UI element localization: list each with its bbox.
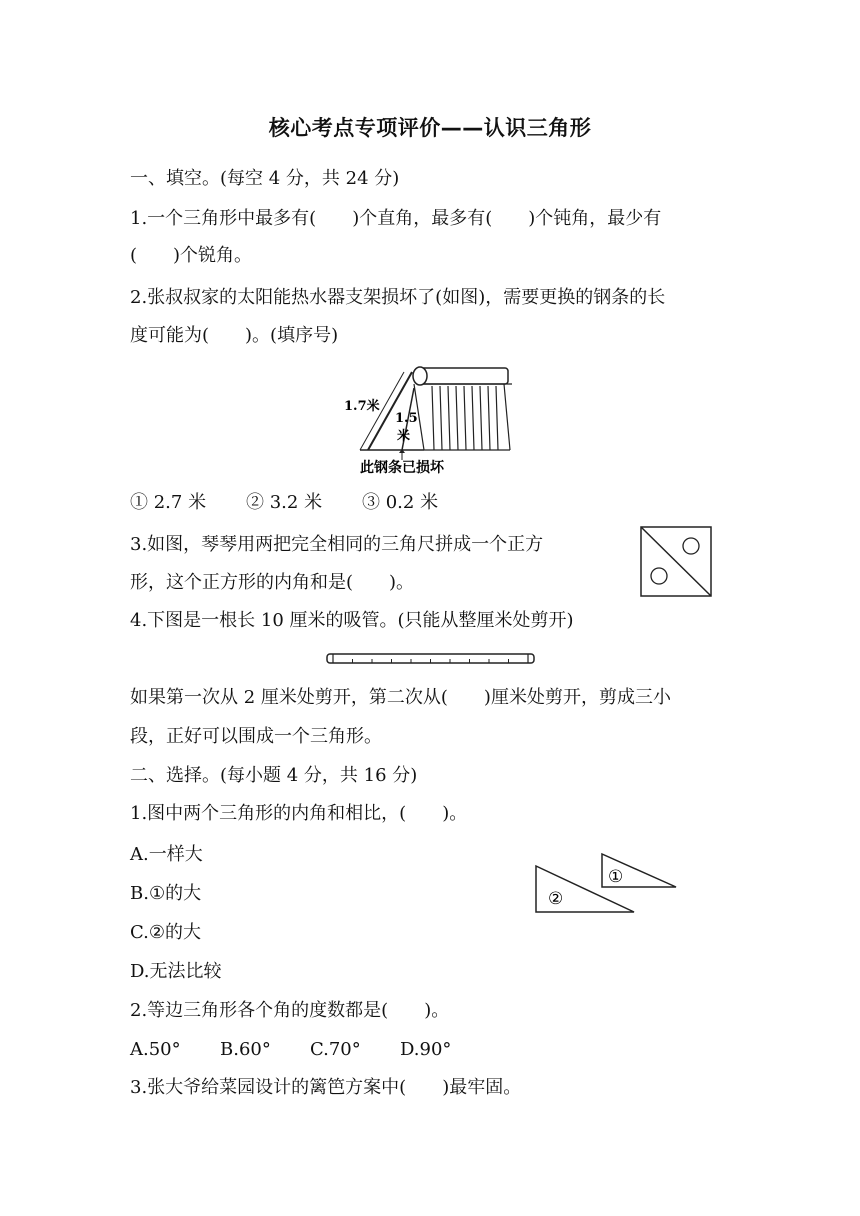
figure-caption: 此钢条已损坏 [360,460,444,476]
triangle-1-label: ① [608,867,624,887]
solar-heater-figure [340,358,520,478]
page-title: 核心考点专项评价——认识三角形 [268,116,592,140]
option-1: ① 2.7 米 [130,492,207,513]
s1-q2-options [130,491,438,515]
s1-q4-line2: 如果第一次从 2 厘米处剪开，第二次从( )厘米处剪开，剪成三小 [130,687,671,708]
s1-q4-line3: 段，正好可以围成一个三角形。 [130,726,382,747]
s2-q2-options [130,1038,451,1062]
label-1-5: 1.5 [395,411,418,426]
s1-q1-line1: 1.一个三角形中最多有( )个直角，最多有( )个钝角，最少有 [130,208,662,229]
s1-q1-line2: ( )个锐角。 [130,245,253,266]
straw-figure [325,651,537,667]
tank-end [413,367,427,385]
s2-q1-option-a: A.一样大 [130,844,203,865]
s1-q3-line2: 形，这个正方形的内角和是( )。 [130,572,415,593]
s1-q3-line1: 3.如图，琴琴用两把完全相同的三角尺拼成一个正方 [130,534,544,555]
water-tank [418,368,508,384]
option-3: ③ 0.2 米 [362,492,439,513]
s2-q1-option-b: B.①的大 [130,883,202,904]
label-1-7m: 1.7米 [344,399,380,414]
s1-q2-line2: 度可能为( )。(填序号) [130,325,339,346]
s2-q1-stem: 1.图中两个三角形的内角和相比，( )。 [130,803,468,824]
option-2: ② 3.2 米 [246,492,323,513]
s1-q4-line1: 4.下图是一根长 10 厘米的吸管。(只能从整厘米处剪开) [130,610,574,631]
s1-q2-line1: 2.张叔叔家的太阳能热水器支架损坏了(如图)，需要更换的钢条的长 [130,287,666,308]
s2-q2-option-d: D.90° [400,1039,452,1060]
collector-tubes [414,384,512,450]
s2-q2-option-c: C.70° [310,1039,361,1060]
s2-q2-option-a: A.50° [130,1039,181,1060]
s2-q3-stem: 3.张大爷给菜园设计的篱笆方案中( )最牢固。 [130,1077,522,1098]
section1-heading: 一、填空。(每空 4 分，共 24 分) [130,168,400,189]
section2-heading: 二、选择。(每小题 4 分，共 16 分) [130,765,418,786]
s2-q1-option-c: C.②的大 [130,922,201,943]
s2-q2-stem: 2.等边三角形各个角的度数都是( )。 [130,1000,450,1021]
s2-q1-option-d: D.无法比较 [130,961,222,982]
two-triangles-figure [534,852,680,916]
s2-q2-option-b: B.60° [220,1039,271,1060]
label-mi: 米 [397,429,411,444]
triangle-2-label: ② [548,889,564,909]
square-triangles-figure [640,526,714,598]
